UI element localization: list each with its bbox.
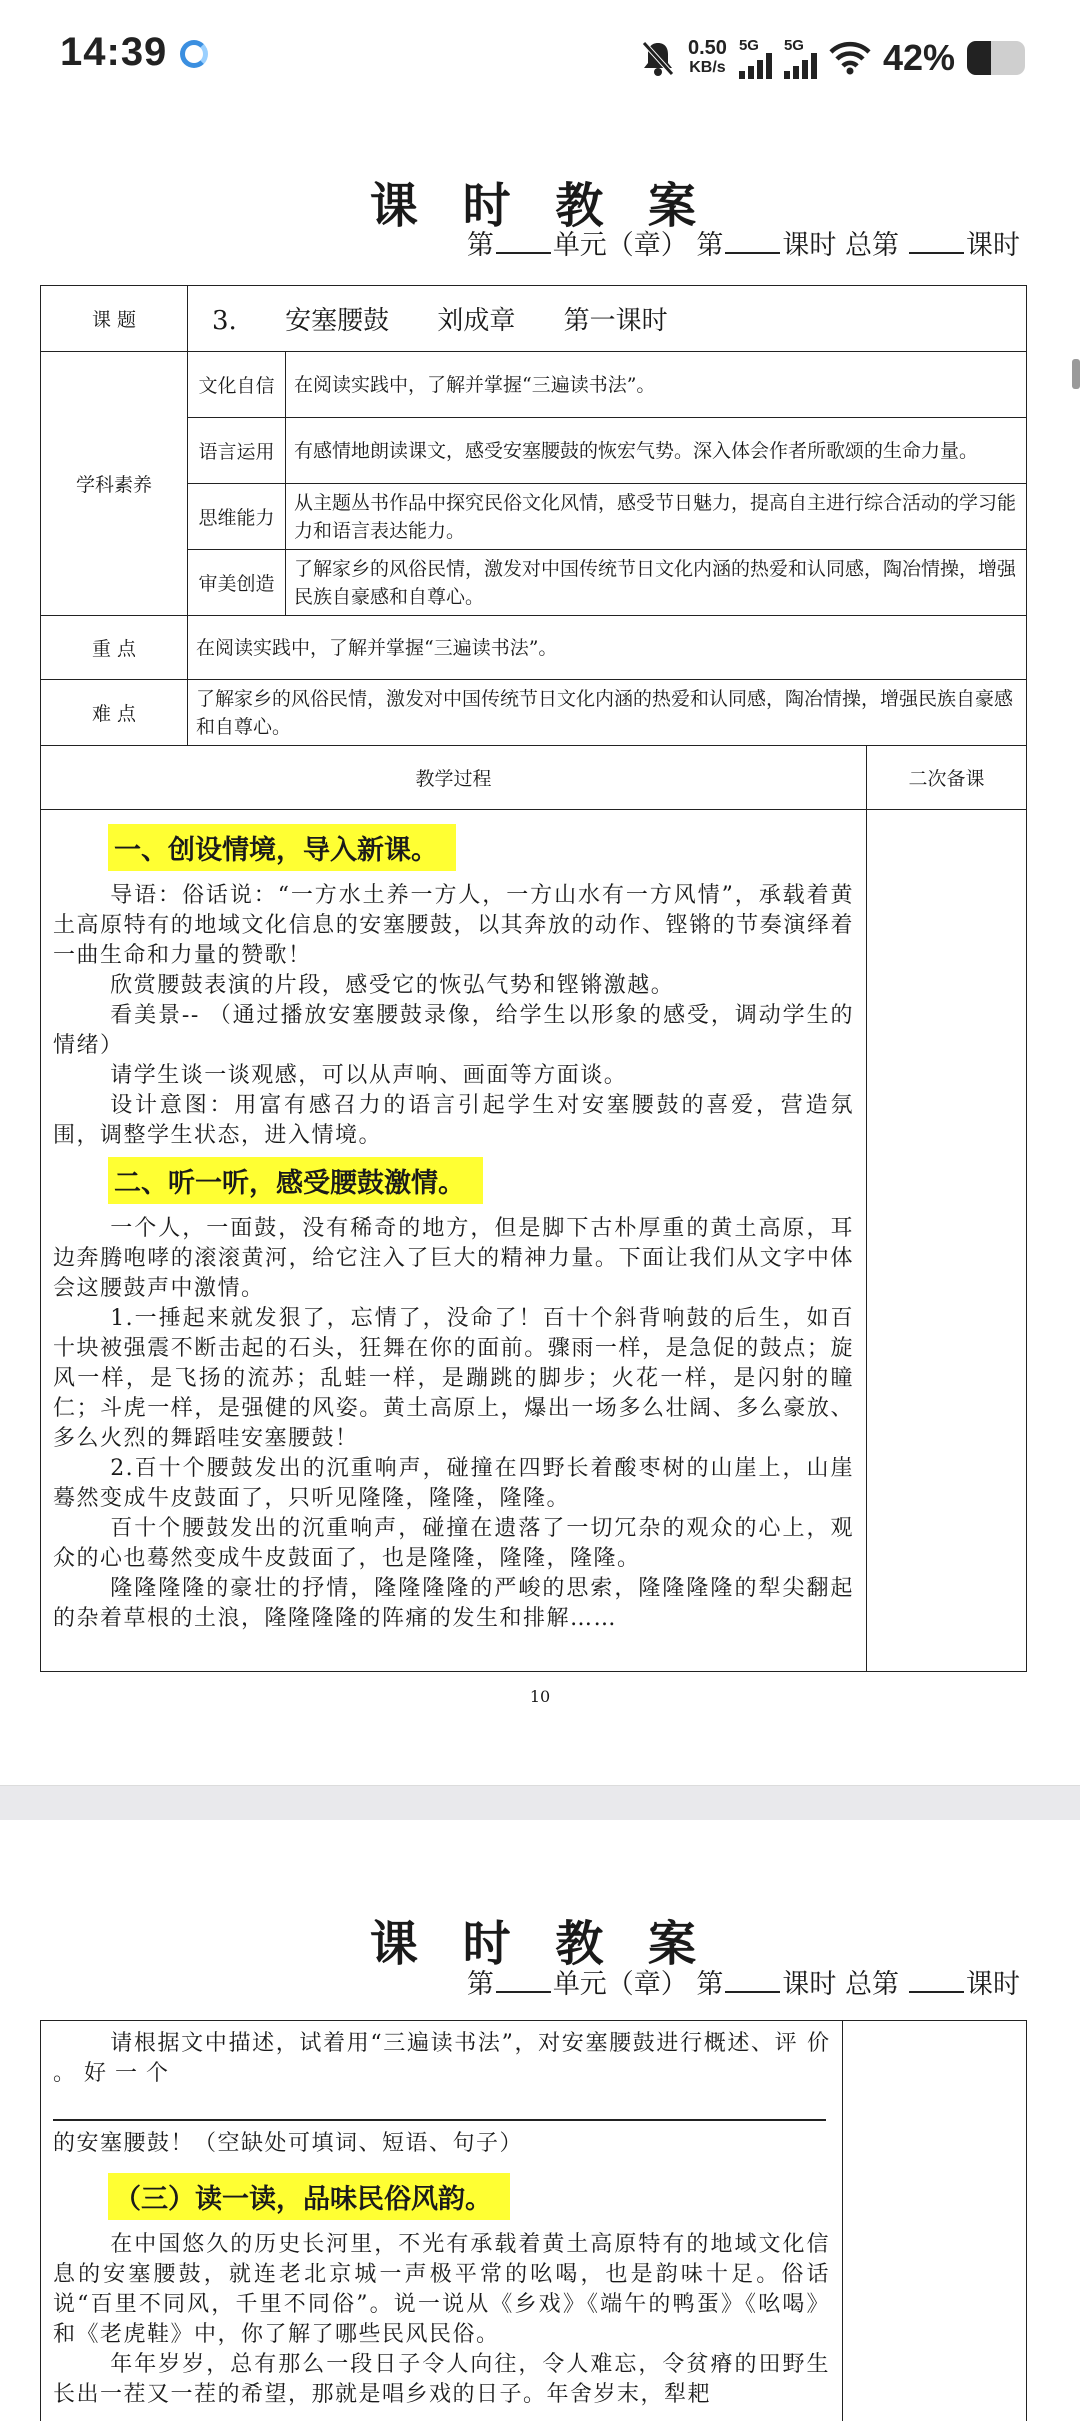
- lesson-plan-table-continued: [40, 2020, 1027, 2421]
- signal-icon: [739, 53, 772, 79]
- competency-name: 思维能力: [188, 484, 286, 550]
- subhead-text: 课时 总第: [782, 230, 899, 261]
- paragraph: 1.一捶起来就发狠了，忘情了，没命了！百十个斜背响鼓的后生，如百十块被强震不断击起的石头，狂舞在你的面前。骤雨一样，是急促的鼓点；旋风一样，是飞扬的流苏；乱蛙一样，是蹦跳的脚步；火花一样，是闪射的瞳仁；斗虎一样，是强健的风姿。黄土高原上，爆出一场多么壮阔、多么豪放、多么火烈的舞蹈哇安塞腰鼓！: [53, 1306, 854, 1451]
- paragraph: 年年岁岁，总有那么一段日子令人向往，令人难忘，令贫瘠的田野生长出一茬又一茬的希望，那就是唱乡戏的日子。年舍岁末，犁耙: [53, 2352, 830, 2407]
- competency-desc: 从主题丛书作品中探究民俗文化风情，感受节日魅力，提高自主进行综合活动的学习能力和语言表达能力。: [286, 484, 1027, 550]
- document-page-2: [0, 1820, 1080, 2407]
- paragraph: 导语：俗话说：“一方水土养一方人，一方山水有一方风情”，承载着黄土高原特有的地域文化信息的安塞腰鼓，以其奔放的动作、铿锵的节奏演绎着一曲生命和力量的赞歌！: [53, 883, 854, 968]
- section-heading: （三）读一读，品味民俗风韵。: [108, 2173, 510, 2220]
- competency-label: 学科素养: [41, 352, 188, 616]
- subhead-text: 单元（章） 第: [552, 230, 724, 261]
- paragraph: 的安塞腰鼓！（空缺处可填词、短语、句子）: [53, 2131, 524, 2156]
- topic-label: 课 题: [41, 286, 188, 352]
- page-title: 课 时 教 案: [369, 1916, 711, 1972]
- paragraph: 请学生谈一谈观感，可以从声响、画面等方面谈。: [110, 1063, 628, 1088]
- blank-line: [725, 1971, 780, 1993]
- difficulty-value: 了解家乡的风俗民情，激发对中国传统节日文化内涵的热爱和认同感，陶冶情操，增强民族自豪感和自尊心。: [188, 680, 1027, 746]
- notes-column: [843, 2021, 1027, 2421]
- subhead-text: 课时: [966, 230, 1020, 261]
- clock: 14:39: [60, 30, 168, 74]
- lesson-plan-table: [40, 285, 1027, 1672]
- signal-sim2: [784, 38, 817, 79]
- page-separator: [0, 1785, 1080, 1822]
- lesson-subhead: [467, 223, 1020, 262]
- topic-value: 3. 安塞腰鼓 刘成章 第一课时: [188, 286, 1027, 352]
- section-heading: 一、创设情境，导入新课。: [108, 824, 456, 871]
- lesson-subhead: [467, 1962, 1020, 2001]
- blank-line: [496, 232, 551, 254]
- competency-desc: 有感情地朗读课文，感受安塞腰鼓的恢宏气势。深入体会作者所歌颂的生命力量。: [286, 418, 1027, 484]
- paragraph: 隆隆隆隆的豪壮的抒情，隆隆隆隆的严峻的思索，隆隆隆隆的犁尖翻起的杂着草根的土浪，隆隆隆隆的阵痛的发生和排解……: [53, 1576, 854, 1631]
- key-point-label: 重 点: [41, 616, 188, 680]
- competency-desc: 在阅读实践中，了解并掌握“三遍读书法”。: [286, 352, 1027, 418]
- notes-column: [867, 810, 1027, 1672]
- battery-fill: [967, 41, 991, 75]
- process-header: 教学过程: [41, 746, 867, 810]
- wifi-icon: [829, 41, 871, 75]
- page-number: 10: [529, 1687, 551, 1706]
- subhead-text: 第: [466, 1969, 494, 2000]
- network-speed: [688, 38, 727, 78]
- competency-name: 语言运用: [188, 418, 286, 484]
- subhead-text: 单元（章） 第: [552, 1969, 724, 2000]
- blank-line: [909, 232, 964, 254]
- paragraph: 在中国悠久的历史长河里，不光有承载着黄土高原特有的地域文化信息的安塞腰鼓，就连老北京城一声极平常的吆喝，也是韵味十足。俗话说“百里不同风，千里不同俗”。说一说从《乡戏》《端午的鸭蛋》《吆喝》和《老虎鞋》中，你了解了哪些民风民俗。: [53, 2232, 830, 2347]
- fill-in-blank-line: [53, 2101, 826, 2121]
- blank-line: [909, 1971, 964, 1993]
- section-heading: 二、听一听，感受腰鼓激情。: [108, 1157, 483, 1204]
- page-title: 课 时 教 案: [369, 178, 711, 234]
- paragraph: 2.百十个腰鼓发出的沉重响声，碰撞在四野长着酸枣树的山崖上，山崖蓦然变成牛皮鼓面了，只听见隆隆，隆隆，隆隆。: [53, 1456, 854, 1511]
- subhead-text: 第: [466, 230, 494, 261]
- competency-name: 文化自信: [188, 352, 286, 418]
- paragraph: 请根据文中描述，试着用“三遍读书法”，对安塞腰鼓进行概述、评 价 。 好 一 个: [53, 2031, 830, 2086]
- sim1-label: 5G: [738, 36, 759, 54]
- notes-header: 二次备课: [867, 746, 1027, 810]
- competency-name: 审美创造: [188, 550, 286, 616]
- signal-sim1: [739, 38, 772, 79]
- competency-desc: 了解家乡的风俗民情，激发对中国传统节日文化内涵的热爱和认同感，陶冶情操，增强民族自豪感和自尊心。: [286, 550, 1027, 616]
- paragraph: 看美景-- （通过播放安塞腰鼓录像，给学生以形象的感受，调动学生的情绪）: [53, 1003, 854, 1058]
- paragraph: 百十个腰鼓发出的沉重响声，碰撞在遗落了一切冗杂的观众的心上，观众的心也蓦然变成牛皮鼓面了，也是隆隆，隆隆，隆隆。: [53, 1516, 854, 1571]
- network-speed-unit: KB/s: [689, 59, 726, 76]
- status-icons: [640, 30, 1025, 86]
- teaching-process-body: [41, 810, 867, 1672]
- status-bar: [0, 0, 1080, 115]
- battery-percent: 42%: [882, 37, 955, 78]
- subhead-text: 课时: [966, 1969, 1020, 2000]
- key-point-value: 在阅读实践中，了解并掌握“三遍读书法”。: [188, 616, 1027, 680]
- document-page-1: [0, 115, 1080, 1785]
- sim2-label: 5G: [783, 36, 804, 54]
- mute-bell-icon: [640, 39, 676, 77]
- subhead-text: 课时 总第: [782, 1969, 899, 2000]
- teaching-process-body: [41, 2021, 843, 2421]
- paragraph: 欣赏腰鼓表演的片段，感受它的恢弘气势和铿锵激越。: [110, 973, 675, 998]
- blank-line: [496, 1971, 551, 1993]
- app-notification-icon: [180, 40, 208, 68]
- difficulty-label: 难 点: [41, 680, 188, 746]
- paragraph: 设计意图：用富有感召力的语言引起学生对安塞腰鼓的喜爱，营造氛围，调整学生状态，进入情境。: [53, 1093, 854, 1148]
- paragraph: 一个人，一面鼓，没有稀奇的地方，但是脚下古朴厚重的黄土高原，耳边奔腾咆哮的滚滚黄河，给它注入了巨大的精神力量。下面让我们从文字中体会这腰鼓声中激情。: [53, 1216, 854, 1301]
- battery-icon: [967, 41, 1025, 75]
- signal-icon: [784, 53, 817, 79]
- scrollbar-thumb[interactable]: [1072, 359, 1080, 389]
- blank-line: [725, 232, 780, 254]
- network-speed-value: 0.50: [688, 37, 727, 59]
